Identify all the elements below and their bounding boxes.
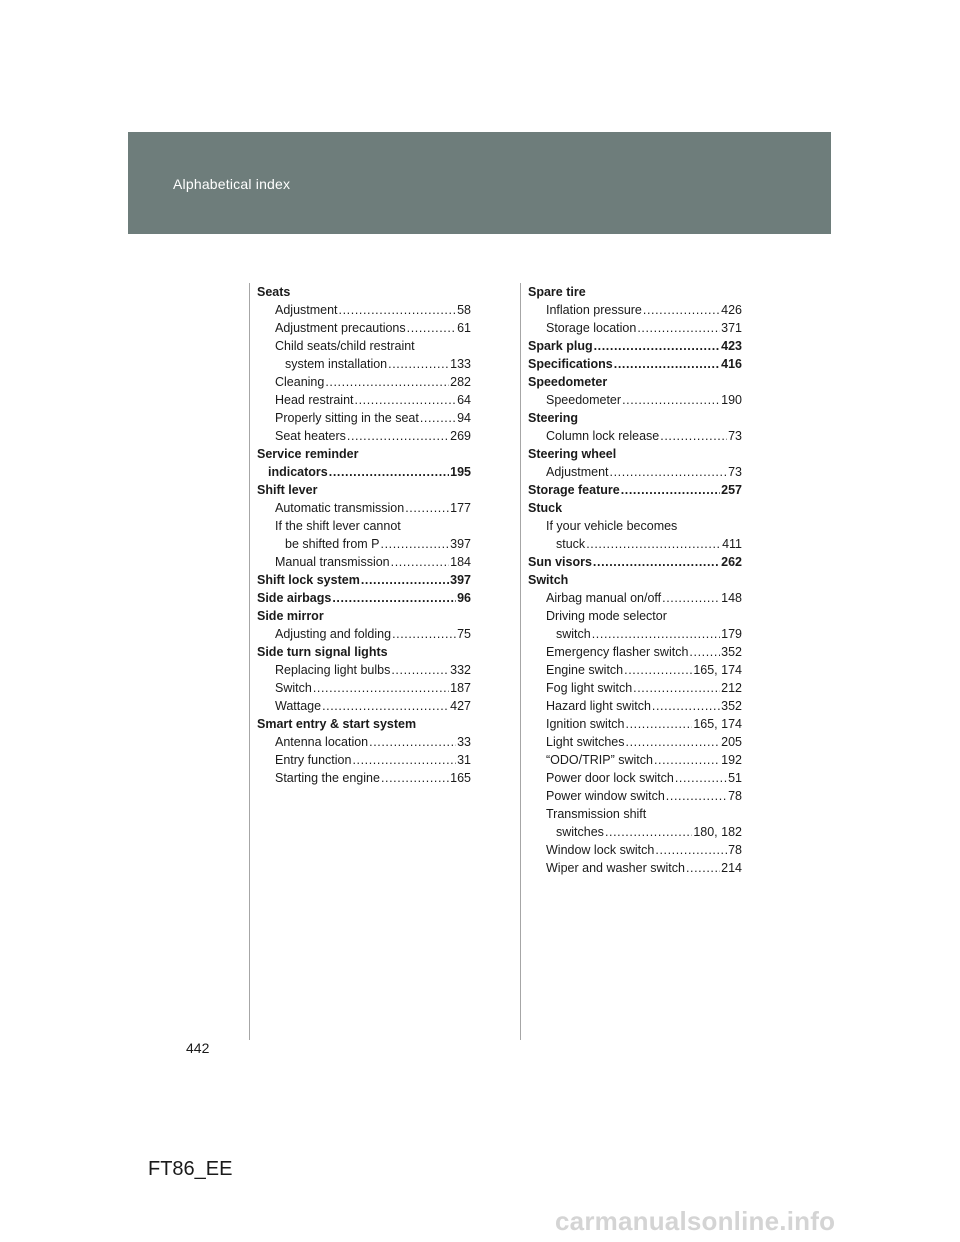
index-entry — [528, 589, 742, 607]
index-entry — [257, 535, 471, 553]
leader-dots — [586, 535, 721, 553]
index-entry — [528, 373, 742, 391]
index-entry — [257, 553, 471, 571]
index-entry-page: 192 — [721, 753, 742, 767]
leader-dots — [392, 625, 456, 643]
index-entry — [528, 517, 742, 535]
leader-dots — [652, 697, 720, 715]
left-column-divider — [249, 283, 250, 1040]
index-entry — [257, 661, 471, 679]
leader-dots — [339, 301, 457, 319]
index-entry-term: Side mirror — [257, 609, 324, 623]
index-entry-page: 411 — [722, 537, 742, 551]
index-entry — [257, 643, 471, 661]
index-entry — [528, 859, 742, 877]
index-entry-page: 180, 182 — [693, 825, 742, 839]
index-entry-page: 184 — [450, 555, 471, 569]
index-entry-term: Adjusting and folding — [275, 627, 392, 641]
page-header-band — [128, 132, 831, 234]
index-entry-term: Sun visors — [528, 555, 592, 569]
index-entry — [257, 463, 471, 481]
index-entry-term: Emergency flasher switch — [546, 645, 689, 659]
index-entry — [528, 805, 742, 823]
leader-dots — [388, 355, 449, 373]
index-entry-term: system installation — [285, 357, 388, 371]
leader-dots — [325, 373, 449, 391]
index-entry-page: 332 — [450, 663, 471, 677]
leader-dots — [361, 571, 449, 589]
index-entry-page: 64 — [457, 393, 471, 407]
index-entry-term: Wattage — [275, 699, 322, 713]
index-entry-term: Wiper and washer switch — [546, 861, 685, 875]
index-entry-term: If your vehicle becomes — [546, 519, 678, 533]
index-entry — [257, 499, 471, 517]
leader-dots — [381, 535, 450, 553]
index-entry — [528, 823, 742, 841]
page-number: 442 — [186, 1040, 210, 1056]
index-entry — [257, 337, 471, 355]
index-entry-term: Side airbags — [257, 591, 332, 605]
index-entry — [528, 499, 742, 517]
index-entry-page: 75 — [457, 627, 471, 641]
index-entry-term: Seats — [257, 285, 291, 299]
index-entry — [528, 355, 742, 373]
index-entry-term: Column lock release — [546, 429, 660, 443]
index-entry-page: 33 — [457, 735, 471, 749]
index-entry-page: 78 — [728, 789, 742, 803]
index-entry-term: Entry function — [275, 753, 352, 767]
index-entry — [257, 283, 471, 301]
index-entry — [257, 769, 471, 787]
index-entry — [257, 679, 471, 697]
index-entry — [257, 481, 471, 499]
leader-dots — [352, 751, 456, 769]
index-entry-term: Driving mode selector — [546, 609, 667, 623]
index-entry-page: 257 — [721, 483, 742, 497]
index-entry-page: 195 — [450, 465, 471, 479]
index-entry-term: Child seats/child restraint — [275, 339, 415, 353]
index-entry-term: Stuck — [528, 501, 563, 515]
index-entry-term: Light switches — [546, 735, 625, 749]
index-entry-term: switch — [556, 627, 591, 641]
index-entry-page: 51 — [728, 771, 742, 785]
index-entry-term: Antenna location — [275, 735, 369, 749]
index-entry-term: Power window switch — [546, 789, 665, 803]
index-entry — [528, 697, 742, 715]
index-column-right — [528, 283, 742, 877]
leader-dots — [420, 409, 456, 427]
leader-dots — [322, 697, 449, 715]
index-entry — [528, 679, 742, 697]
index-entry-page: 133 — [450, 357, 471, 371]
index-entry-page: 190 — [721, 393, 742, 407]
index-entry-page: 416 — [721, 357, 742, 371]
leader-dots — [633, 679, 720, 697]
leader-dots — [654, 751, 720, 769]
index-entry-term: Properly sitting in the seat — [275, 411, 419, 425]
index-entry-term: Smart entry & start system — [257, 717, 417, 731]
index-entry-term: Seat heaters — [275, 429, 346, 443]
index-entry-page: 94 — [457, 411, 471, 425]
index-entry-page: 397 — [450, 537, 471, 551]
index-entry-term: Storage feature — [528, 483, 620, 497]
index-entry-term: Speedometer — [546, 393, 622, 407]
index-entry-page: 427 — [450, 699, 471, 713]
index-entry-page: 212 — [721, 681, 742, 695]
index-entry-page: 78 — [728, 843, 742, 857]
index-entry-term: “ODO/TRIP” switch — [546, 753, 653, 767]
index-entry-page: 177 — [450, 501, 471, 515]
index-entry — [257, 427, 471, 445]
index-entry — [257, 391, 471, 409]
index-entry — [257, 355, 471, 373]
index-entry — [528, 607, 742, 625]
index-entry — [528, 283, 742, 301]
index-entry-term: Spare tire — [528, 285, 586, 299]
index-entry — [528, 841, 742, 859]
leader-dots — [369, 733, 456, 751]
index-entry-term: Shift lock system — [257, 573, 360, 587]
index-entry — [257, 697, 471, 715]
index-entry-term: Steering wheel — [528, 447, 617, 461]
leader-dots — [686, 859, 720, 877]
index-entry — [257, 571, 471, 589]
leader-dots — [594, 337, 721, 355]
leader-dots — [391, 553, 450, 571]
index-entry-page: 58 — [457, 303, 471, 317]
index-entry — [528, 625, 742, 643]
index-entry-term: stuck — [556, 537, 586, 551]
index-entry — [528, 427, 742, 445]
index-entry — [257, 301, 471, 319]
watermark: carmanualsonline.info — [555, 1206, 836, 1236]
leader-dots — [593, 553, 720, 571]
index-entry — [528, 535, 742, 553]
index-entry-term: Speedometer — [528, 375, 608, 389]
section-title: Alphabetical index — [173, 176, 291, 192]
index-entry-term: Transmission shift — [546, 807, 647, 821]
leader-dots — [662, 589, 720, 607]
leader-dots — [391, 661, 449, 679]
index-entry — [257, 589, 471, 607]
leader-dots — [666, 787, 727, 805]
index-entry-term: Spark plug — [528, 339, 593, 353]
index-entry-page: 371 — [721, 321, 742, 335]
index-entry-term: Hazard light switch — [546, 699, 651, 713]
index-entry — [257, 607, 471, 625]
index-entry-page: 31 — [457, 753, 471, 767]
index-entry — [528, 661, 742, 679]
leader-dots — [626, 715, 693, 733]
index-entry — [528, 643, 742, 661]
leader-dots — [347, 427, 449, 445]
leader-dots — [660, 427, 727, 445]
index-entry-term: Storage location — [546, 321, 637, 335]
index-entry — [257, 517, 471, 535]
index-entry-term: Engine switch — [546, 663, 624, 677]
leader-dots — [355, 391, 457, 409]
index-entry — [528, 571, 742, 589]
index-entry — [257, 625, 471, 643]
index-entry — [528, 787, 742, 805]
index-entry-page: 205 — [721, 735, 742, 749]
leader-dots — [329, 463, 449, 481]
index-entry-term: Airbag manual on/off — [546, 591, 662, 605]
index-entry-page: 148 — [721, 591, 742, 605]
index-entry — [528, 319, 742, 337]
index-entry-term: Steering — [528, 411, 579, 425]
index-entry-page: 262 — [721, 555, 742, 569]
index-entry-term: Specifications — [528, 357, 613, 371]
index-entry — [528, 481, 742, 499]
index-entry-page: 397 — [450, 573, 471, 587]
index-entry-page: 426 — [721, 303, 742, 317]
index-entry-term: switches — [556, 825, 604, 839]
index-entry-page: 73 — [728, 429, 742, 443]
index-entry-term: Automatic transmission — [275, 501, 405, 515]
index-entry — [528, 553, 742, 571]
index-entry-page: 214 — [721, 861, 742, 875]
right-column-divider — [520, 283, 521, 1040]
index-entry — [528, 733, 742, 751]
leader-dots — [689, 643, 720, 661]
index-entry-page: 165 — [450, 771, 471, 785]
index-entry — [528, 301, 742, 319]
index-entry — [528, 391, 742, 409]
index-entry-term: Adjustment — [546, 465, 609, 479]
index-entry-page: 165, 174 — [693, 663, 742, 677]
index-entry — [257, 751, 471, 769]
leader-dots — [637, 319, 720, 337]
leader-dots — [622, 391, 720, 409]
index-entry — [257, 445, 471, 463]
index-column-left — [257, 283, 471, 787]
index-entry-term: If the shift lever cannot — [275, 519, 401, 533]
leader-dots — [313, 679, 449, 697]
index-entry-term: Head restraint — [275, 393, 354, 407]
index-entry-term: Window lock switch — [546, 843, 655, 857]
index-entry-term: Adjustment precautions — [275, 321, 406, 335]
leader-dots — [407, 319, 456, 337]
leader-dots — [614, 355, 720, 373]
index-entry-page: 269 — [450, 429, 471, 443]
index-entry — [528, 769, 742, 787]
index-entry-term: Side turn signal lights — [257, 645, 388, 659]
index-entry-term: Inflation pressure — [546, 303, 642, 317]
leader-dots — [332, 589, 456, 607]
index-entry-term: be shifted from P — [285, 537, 380, 551]
index-entry-term: Switch — [528, 573, 569, 587]
leader-dots — [405, 499, 449, 517]
leader-dots — [624, 661, 692, 679]
leader-dots — [605, 823, 692, 841]
index-entry-page: 96 — [457, 591, 471, 605]
index-entry — [528, 445, 742, 463]
index-entry-page: 179 — [721, 627, 742, 641]
leader-dots — [381, 769, 449, 787]
index-entry — [257, 373, 471, 391]
index-entry — [528, 715, 742, 733]
index-entry-term: Starting the engine — [275, 771, 380, 785]
index-entry-page: 423 — [721, 339, 742, 353]
index-entry-term: Shift lever — [257, 483, 318, 497]
leader-dots — [675, 769, 727, 787]
index-entry-page: 73 — [728, 465, 742, 479]
index-entry — [528, 463, 742, 481]
leader-dots — [626, 733, 721, 751]
index-entry-page: 282 — [450, 375, 471, 389]
index-entry — [257, 319, 471, 337]
leader-dots — [592, 625, 720, 643]
index-entry — [528, 337, 742, 355]
leader-dots — [643, 301, 720, 319]
index-entry-term: Service reminder — [257, 447, 359, 461]
index-entry-term: Manual transmission — [275, 555, 390, 569]
index-entry-term: Cleaning — [275, 375, 325, 389]
index-entry-page: 352 — [721, 699, 742, 713]
document-code: FT86_EE — [148, 1158, 233, 1180]
index-entry-term: Fog light switch — [546, 681, 633, 695]
index-entry — [257, 715, 471, 733]
index-entry — [257, 409, 471, 427]
index-entry-term: Switch — [275, 681, 312, 695]
index-entry-term: Ignition switch — [546, 717, 625, 731]
index-entry-term: Power door lock switch — [546, 771, 674, 785]
index-entry-page: 352 — [721, 645, 742, 659]
index-entry — [528, 409, 742, 427]
index-entry — [528, 751, 742, 769]
index-entry-term: Adjustment — [275, 303, 338, 317]
index-entry-term: indicators — [268, 465, 328, 479]
index-entry-term: Replacing light bulbs — [275, 663, 391, 677]
index-entry — [257, 733, 471, 751]
leader-dots — [621, 481, 720, 499]
index-entry-page: 165, 174 — [693, 717, 742, 731]
leader-dots — [610, 463, 728, 481]
index-entry-page: 61 — [457, 321, 471, 335]
leader-dots — [655, 841, 727, 859]
index-entry-page: 187 — [450, 681, 471, 695]
